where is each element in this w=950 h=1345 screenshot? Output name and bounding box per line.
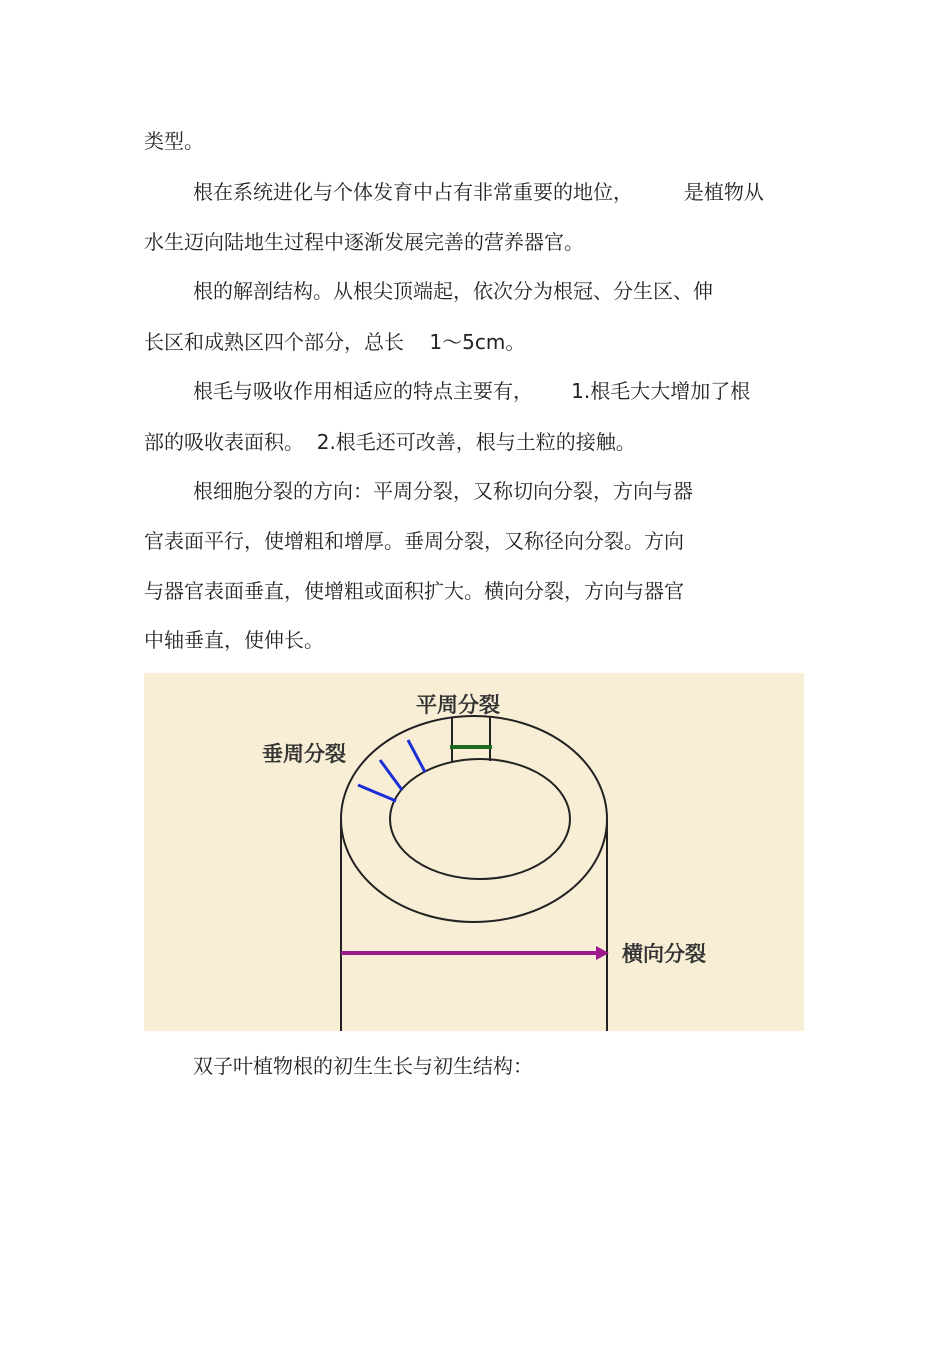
text-line-5: 长区和成熟区四个部分，总长 1～5cm。 (144, 330, 526, 354)
figure-background (144, 673, 804, 1031)
text-line-11: 中轴垂直，使伸长。 (144, 628, 324, 652)
text-line-10: 与器官表面垂直，使增粗或面积扩大。横向分裂，方向与器官 (144, 579, 684, 603)
label-transverse: 横向分裂 (622, 942, 706, 966)
text-line-2: 根在系统进化与个体发育中占有非常重要的地位， 是植物从 (193, 180, 764, 204)
cell-division-figure (144, 673, 804, 1031)
text-line-4: 根的解剖结构。从根尖顶端起，依次分为根冠、分生区、伸 (193, 279, 713, 303)
text-line-3: 水生迈向陆地生过程中逐渐发展完善的营养器官。 (144, 230, 584, 254)
text-line-7: 部的吸收表面积。 2.根毛还可改善，根与土粒的接触。 (144, 430, 636, 454)
text-line-after-figure: 双子叶植物根的初生生长与初生结构： (193, 1054, 533, 1078)
cell-division-diagram (144, 673, 804, 1031)
text-line-6: 根毛与吸收作用相适应的特点主要有， 1.根毛大大增加了根 (193, 379, 751, 403)
text-line-8: 根细胞分裂的方向：平周分裂，又称切向分裂，方向与器 (193, 479, 693, 503)
label-anticlinal: 垂周分裂 (262, 742, 346, 766)
text-line-1: 类型。 (144, 129, 204, 153)
label-periclinal: 平周分裂 (416, 693, 500, 717)
text-line-9: 官表面平行，使增粗和增厚。垂周分裂，又称径向分裂。方向 (144, 529, 684, 553)
